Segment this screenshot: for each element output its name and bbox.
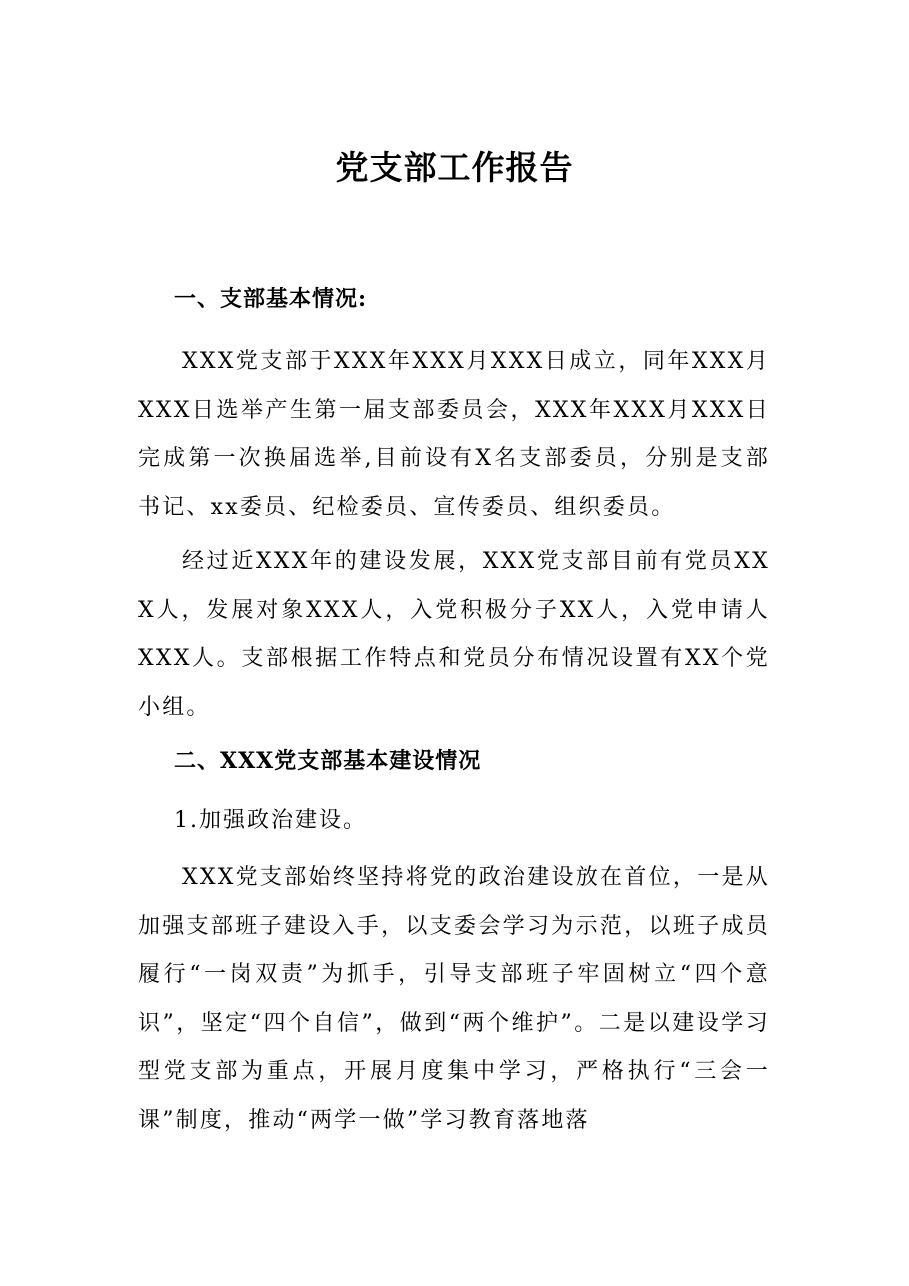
section-heading-basic-info: 一、支部基本情况: <box>174 286 368 312</box>
section-heading-construction: 二、XXX党支部基本建设情况 <box>174 748 482 774</box>
paragraph-branch-founding: XXX党支部于XXX年XXX月XXX日成立，同年XXX月XXX日选举产生第一届支部委员会，XXX年XXX月XXX日完成第一次换届选举,目前设有X名支部委员，分别是支部书记、xx委员、纪检委员、宣传委员、组织委员。 <box>138 349 770 520</box>
paragraph-political-construction: XXX党支部始终坚持将党的政治建设放在首位，一是从加强支部班子建设入手，以支委会学习为示范，以班子成员履行“一岗双责”为抓手，引导支部班子牢固树立“四个意识”，坚定“四个自信”，做到“两个维护”。二是以建设学习型党支部为重点，开展月度集中学习，严格执行“三会一课”制度，推动“两学一做”学习教育落地落 <box>138 865 770 1133</box>
subheading-political-construction: 1.加强政治建设。 <box>174 808 367 833</box>
document-title: 党支部工作报告 <box>335 148 574 187</box>
paragraph-membership: 经过近XXX年的建设发展，XXX党支部目前有党员XXX人，发展对象XXX人，入党积极分子XX人，入党申请人XXX人。支部根据工作特点和党员分布情况设置有XX个党小组。 <box>138 549 770 720</box>
